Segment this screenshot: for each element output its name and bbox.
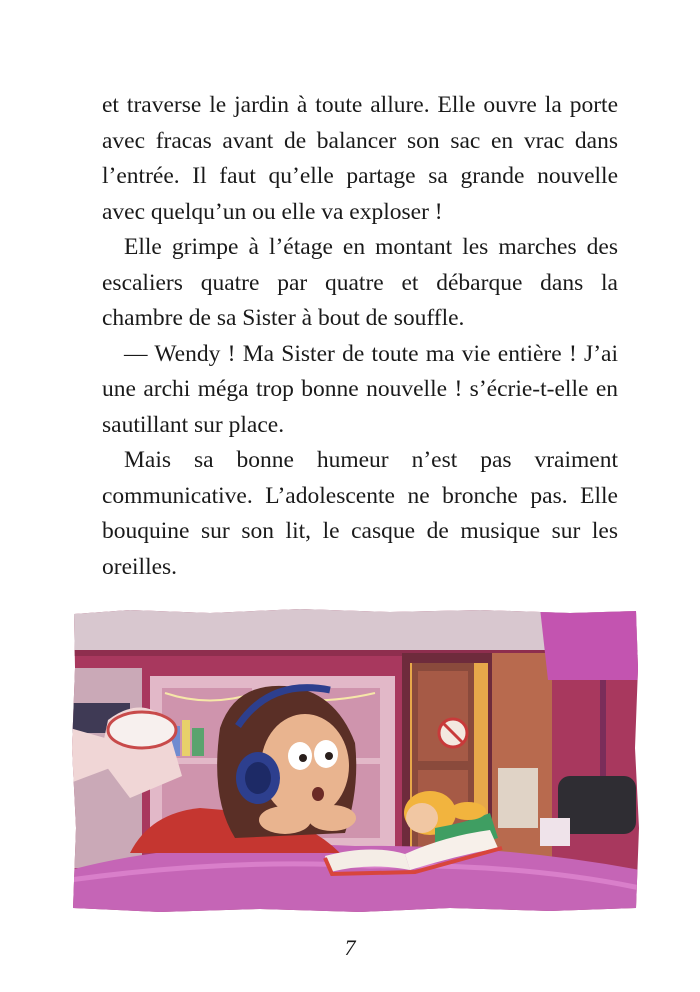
paragraph-1: et traverse le jardin à toute allure. Elle ouvre la porte avec fracas avant de balancer son sac en vrac dans l’entrée. Il faut qu’elle partage sa grande nouvelle avec quelqu’un ou elle va exploser ! — [102, 92, 618, 225]
paragraph-4: Mais sa bonne humeur n’est pas vraiment communicative. L’adolescente ne bronche pas. Elle bouquine sur son lit, le casque de musique sur les oreilles. — [102, 447, 618, 580]
paragraph-2: Elle grimpe à l’étage en montant les marches des escaliers quatre par quatre et débarque dans la chambre de sa Sister à bout de souffle. — [102, 234, 618, 331]
page-number: 7 — [344, 935, 356, 960]
bedroom-scene-illustration — [70, 608, 640, 913]
paragraph-3: — Wendy ! Ma Sister de toute ma vie entière ! J’ai une archi méga trop bonne nouvelle ! s’écrie-t-elle en sautillant sur place. — [102, 340, 618, 438]
story-text — [102, 88, 618, 585]
